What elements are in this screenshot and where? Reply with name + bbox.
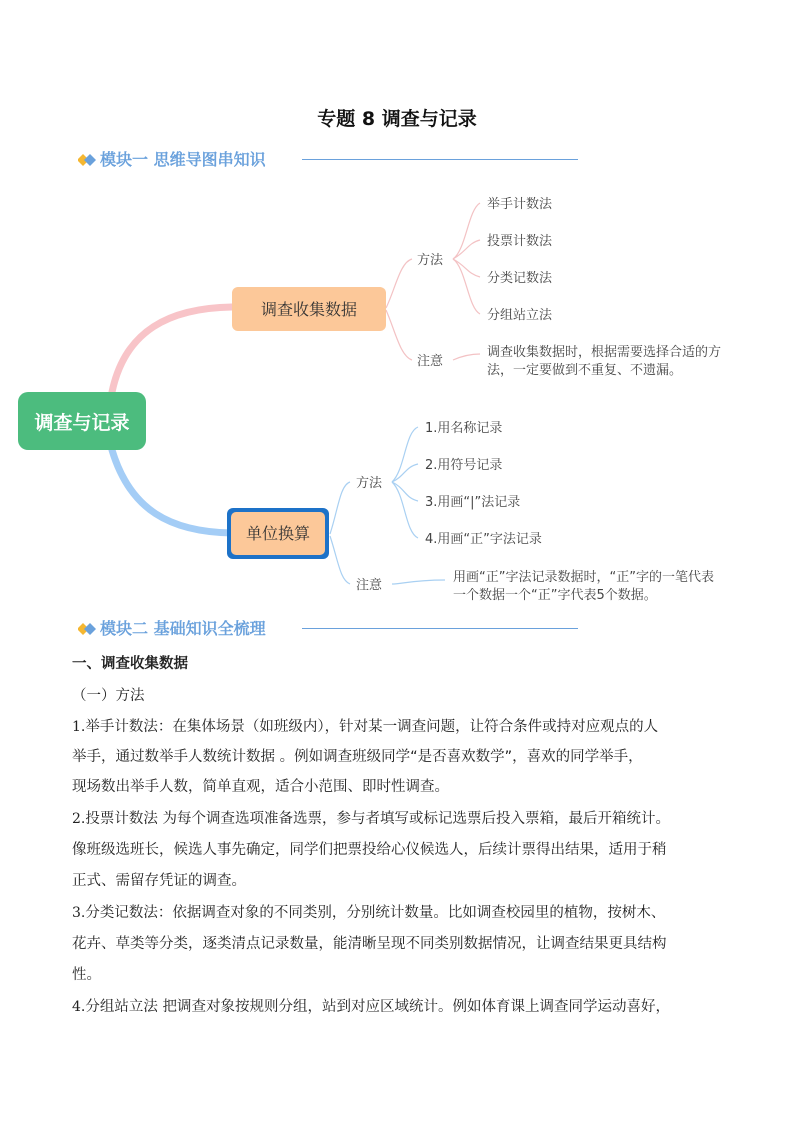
line-text: 性。 xyxy=(72,967,101,983)
item-number: 2. xyxy=(72,811,86,827)
branch2-method-item: 1.用名称记录 xyxy=(425,421,503,436)
branch2-note-label: 注意 xyxy=(356,578,383,593)
body-line xyxy=(72,807,670,831)
item-number: 3. xyxy=(72,905,86,921)
branch2-note-line: 一个数据一个“正”字代表5个数据。 xyxy=(453,588,657,603)
line-text: 花卉、草类等分类，逐类清点记录数量，能清晰呈现不同类别数据情况，让调查结果更具结构 xyxy=(72,936,667,952)
module-one-header xyxy=(78,148,578,172)
body-line xyxy=(72,715,658,739)
double-diamond-icon xyxy=(78,153,98,167)
divider xyxy=(302,628,578,629)
branch1-method-item: 投票计数法 xyxy=(487,234,553,249)
subsection-heading: （一）方法 xyxy=(72,688,145,704)
node-survey-collect-label: 调查收集数据 xyxy=(260,300,358,319)
branch2-method-label: 方法 xyxy=(356,476,383,491)
double-diamond-icon xyxy=(78,622,98,636)
branch-line-1 xyxy=(112,307,232,392)
body-line xyxy=(72,963,101,987)
node-unit-conversion-label: 单位换算 xyxy=(245,524,311,543)
branch2-method-item: 2.用符号记录 xyxy=(425,458,503,473)
branch2-method-item: 3.用画“|”法记录 xyxy=(425,495,521,510)
branch1-note-label: 注意 xyxy=(417,354,444,369)
body-line xyxy=(72,932,667,956)
module-one-title: 模块一 思维导图串知识 xyxy=(100,150,266,169)
mind-map xyxy=(0,180,794,610)
branch1-method-item: 举手计数法 xyxy=(487,197,553,212)
module-two-title: 模块二 基础知识全梳理 xyxy=(100,619,266,638)
module-two-header xyxy=(78,617,578,641)
body-line xyxy=(72,775,449,799)
branch1-method-label: 方法 xyxy=(417,253,444,268)
line-text: 现场数出举手人数，简单直观，适合小范围、即时性调查。 xyxy=(72,779,449,795)
line-text: 举手，通过数举手人数统计数据 。例如调查班级同学“是否喜欢数学”，喜欢的同学举手， xyxy=(72,749,643,765)
section-heading: 一、调查收集数据 xyxy=(72,656,188,672)
item-number: 4. xyxy=(72,999,86,1015)
branch-line-2 xyxy=(112,450,232,533)
item-number: 1. xyxy=(72,719,86,735)
branch1-method-item: 分组站立法 xyxy=(487,308,553,323)
divider xyxy=(302,159,578,160)
body-line xyxy=(72,869,246,893)
body-line xyxy=(72,901,665,925)
line-text: 像班级选班长，候选人事先确定，同学们把票投给心仪候选人，后续计票得出结果，适用于稍 xyxy=(72,842,667,858)
line-text: 分类记数法：依据调查对象的不同类别，分别统计数量。比如调查校园里的植物，按树木、 xyxy=(85,905,666,921)
branch2-note-line: 用画“正”字法记录数据时，“正”字的一笔代表 xyxy=(453,570,714,585)
body-line xyxy=(72,995,670,1019)
branch2-method-item: 4.用画“正”字法记录 xyxy=(425,532,542,547)
body-line xyxy=(72,745,643,769)
line-text: 举手计数法：在集体场景（如班级内），针对某一调查问题，让符合条件或持对应观点的人 xyxy=(85,719,659,735)
branch1-method-item: 分类记数法 xyxy=(487,271,553,286)
line-text: 正式、需留存凭证的调查。 xyxy=(72,873,246,889)
branch1-note-line: 法，一定要做到不重复、不遗漏。 xyxy=(487,363,683,378)
branch1-note-line: 调查收集数据时，根据需要选择合适的方 xyxy=(487,345,722,360)
root-node-label: 调查与记录 xyxy=(34,412,130,434)
line-text: 投票计数法 为每个调查选项准备选票，参与者填写或标记选票后投入票箱，最后开箱统计。 xyxy=(85,811,670,827)
page-title: 专题 8 调查与记录 xyxy=(317,108,477,130)
branch1-connectors xyxy=(386,203,480,360)
line-text: 分组站立法 把调查对象按规则分组，站到对应区域统计。例如体育课上调查同学运动喜好， xyxy=(85,999,670,1015)
body-line xyxy=(72,838,667,862)
